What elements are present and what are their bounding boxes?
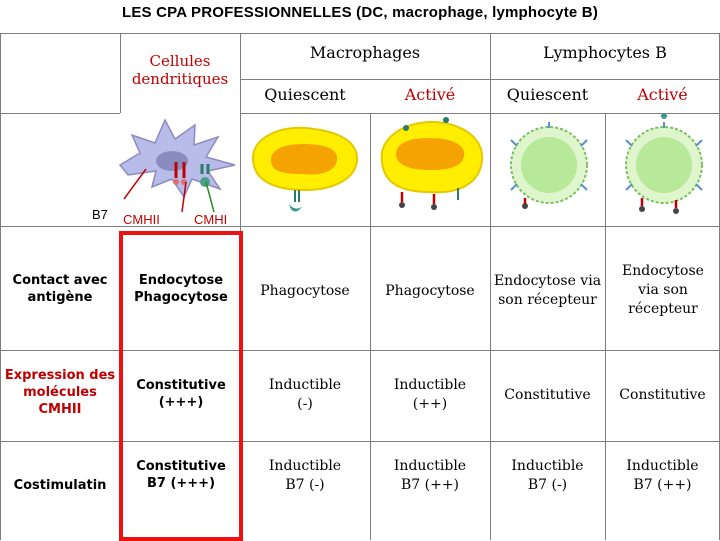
grid-line	[0, 226, 720, 227]
macrophage-active-icon	[374, 110, 489, 220]
page-title: LES CPA PROFESSIONNELLES (DC, macrophage, lymphocyte B)	[121, 4, 599, 21]
macrophage-quiescent-icon	[243, 118, 368, 218]
label-cmhi: CMHI	[194, 212, 228, 227]
mac-q-costimulation: Inductible B7 (-)	[268, 458, 342, 493]
lb-q-contact: Endocytose via son récepteur	[493, 273, 602, 308]
grid-line	[605, 113, 606, 540]
mac-a-costimulation: Inductible B7 (++)	[393, 458, 467, 493]
label-cmhii: CMHII	[123, 212, 160, 227]
lb-a-costimulation: Inductible B7 (++)	[626, 458, 699, 493]
dc-cmhii: Constitutive (+++)	[136, 378, 226, 410]
header-lymphocytes-b: Lymphocytes B	[543, 43, 667, 62]
header-lb-active: Activé	[637, 85, 688, 104]
mac-a-cmhii: Inductible (++)	[393, 377, 467, 412]
header-mac-active: Activé	[404, 85, 456, 104]
lymphocyte-b-quiescent-icon	[497, 110, 602, 220]
header-dendritic-cells: Cellules dendritiques	[131, 52, 229, 88]
grid-line	[240, 79, 720, 80]
lb-q-cmhii: Constitutive	[504, 387, 591, 403]
cmh-arrows-icon	[180, 178, 226, 216]
grid-line	[0, 441, 720, 442]
grid-line	[0, 33, 720, 34]
label-b7: B7	[92, 207, 108, 222]
row-label-contact: Contact avec antigène	[12, 273, 108, 305]
lb-q-costimulation: Inductible B7 (-)	[511, 458, 584, 493]
lymphocyte-b-active-icon	[612, 110, 717, 220]
dendritic-column-highlight	[119, 231, 243, 541]
row-label-cmhii: Expression des molécules CMHII	[4, 368, 116, 417]
row-label-costimulation: Costimulatin	[13, 478, 107, 493]
grid-line	[370, 113, 371, 540]
lb-a-cmhii: Constitutive	[619, 387, 706, 403]
grid-line	[0, 350, 720, 351]
header-mac-quiescent: Quiescent	[264, 85, 346, 104]
header-macrophages: Macrophages	[309, 43, 421, 62]
mac-q-cmhii: Inductible (-)	[268, 377, 342, 412]
dc-costimulation: Constitutive B7 (+++)	[136, 459, 226, 491]
mac-q-contact: Phagocytose	[260, 283, 350, 299]
b7-arrow-icon	[116, 165, 156, 205]
lb-a-contact: Endocytose via son récepteur	[622, 263, 704, 317]
grid-line	[0, 113, 120, 114]
dc-contact: Endocytose Phagocytose	[134, 273, 228, 305]
mac-a-contact: Phagocytose	[385, 283, 475, 299]
header-lb-quiescent: Quiescent	[506, 85, 589, 104]
